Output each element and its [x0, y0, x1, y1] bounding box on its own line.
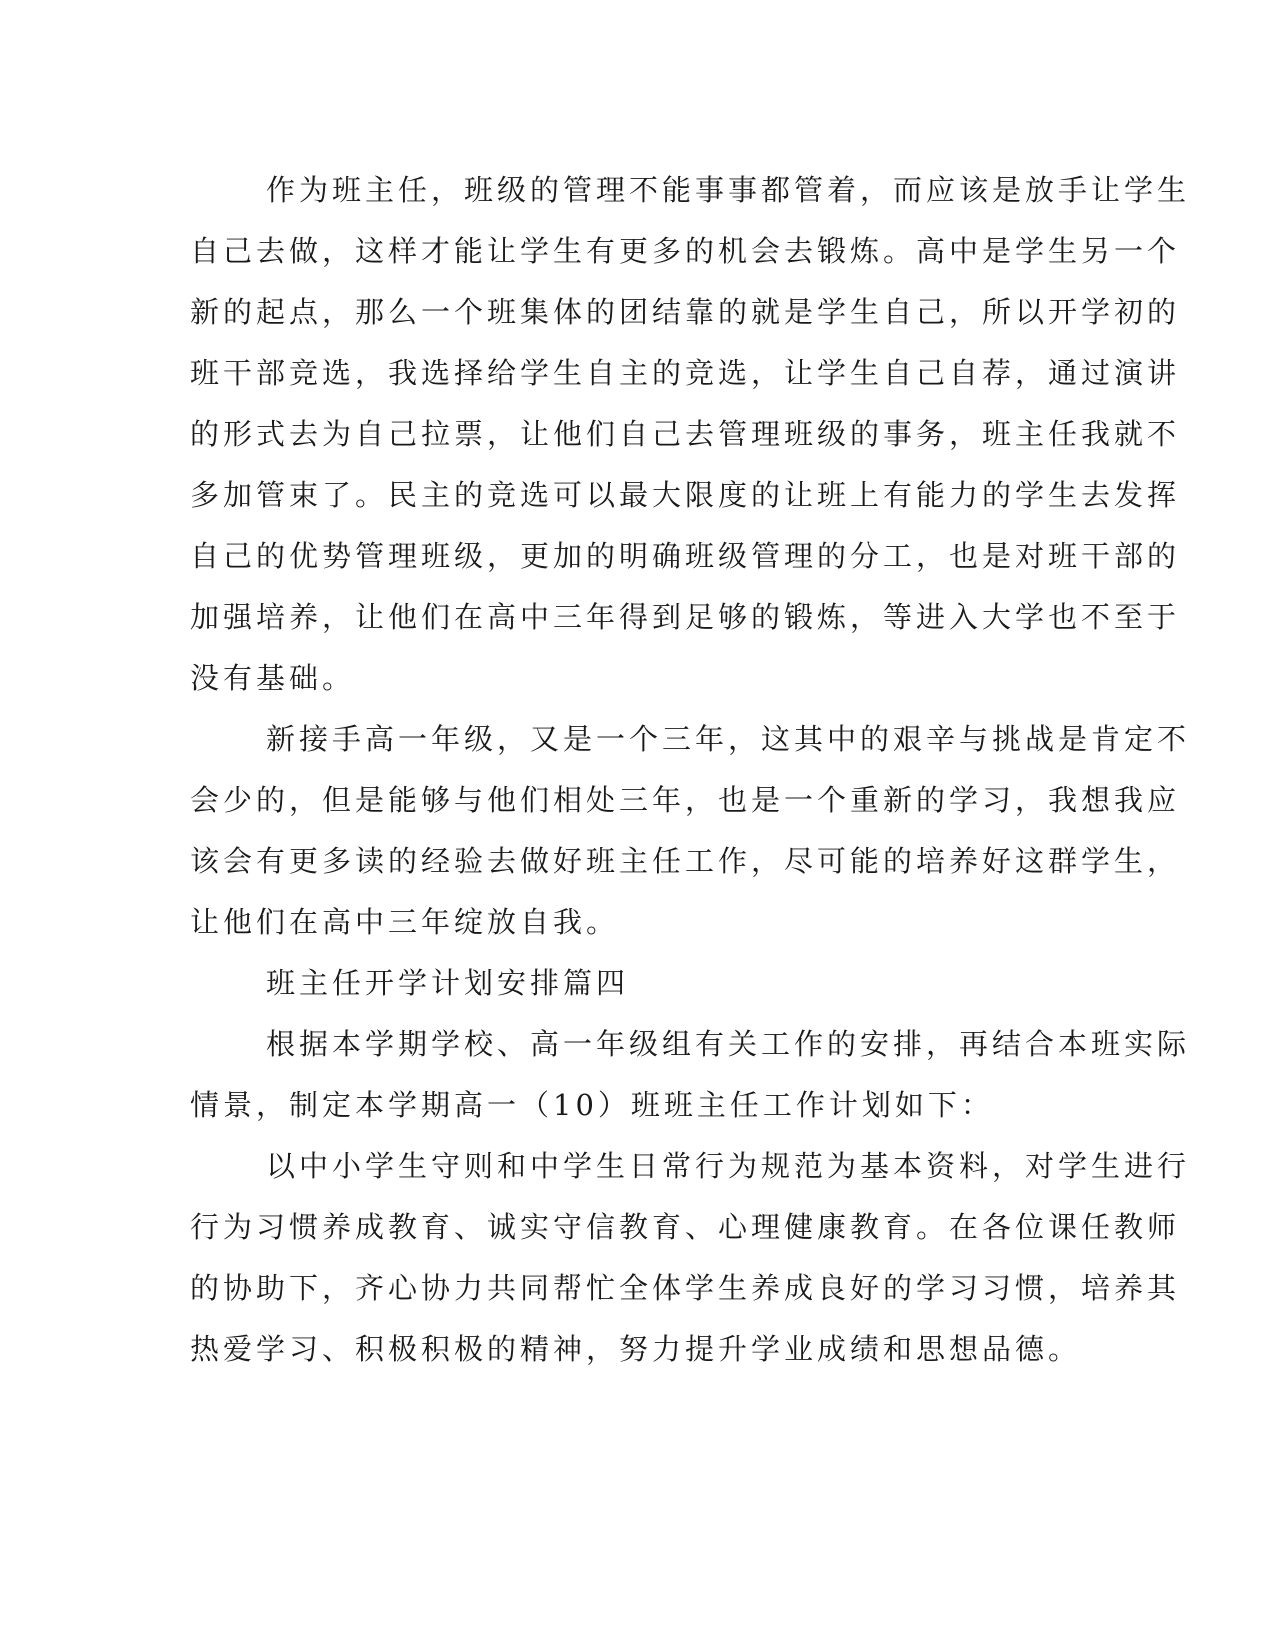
- paragraph: [190, 1014, 1191, 1136]
- text-line: 没有基础。: [190, 661, 356, 695]
- text-line: 根据本学期学校、高一年级组有关工作的安排，再结合本班实际: [266, 1027, 1191, 1061]
- text-line: 自己的优势管理班级，更加的明确班级管理的分工，也是对班干部的: [190, 539, 1181, 573]
- text-line: 情景，制定本学期高一（10）班班主任工作计划如下：: [190, 1088, 994, 1122]
- text-line: 以中小学生守则和中学生日常行为规范为基本资料，对学生进行: [266, 1149, 1191, 1183]
- text-line: 新的起点，那么一个班集体的团结靠的就是学生自己，所以开学初的: [190, 295, 1181, 329]
- text-line: 班干部竞选，我选择给学生自主的竞选，让学生自己自荐，通过演讲: [190, 356, 1181, 390]
- paragraph: [190, 953, 1080, 1014]
- text-line: 让他们在高中三年绽放自我。: [190, 905, 620, 939]
- text-line: 自己去做，这样才能让学生有更多的机会去锻炼。高中是学生另一个: [190, 234, 1181, 268]
- text-line: 加强培养，让他们在高中三年得到足够的锻炼，等进入大学也不至于: [190, 600, 1181, 634]
- text-line: 的形式去为自己拉票，让他们自己去管理班级的事务，班主任我就不: [190, 417, 1181, 451]
- text-line: 的协助下，齐心协力共同帮忙全体学生养成良好的学习习惯，培养其: [190, 1271, 1181, 1305]
- text-line: 会少的，但是能够与他们相处三年，也是一个重新的学习，我想我应: [190, 783, 1181, 817]
- text-line: 行为习惯养成教育、诚实守信教育、心理健康教育。在各位课任教师: [190, 1210, 1181, 1244]
- text-line: 班主任开学计划安排篇四: [266, 966, 630, 1000]
- text-line: 多加管束了。民主的竞选可以最大限度的让班上有能力的学生去发挥: [190, 478, 1181, 512]
- paragraph: [190, 1136, 1191, 1380]
- text-line: 新接手高一年级，又是一个三年，这其中的艰辛与挑战是肯定不: [266, 722, 1191, 756]
- text-line: 作为班主任，班级的管理不能事事都管着，而应该是放手让学生: [266, 173, 1191, 207]
- paragraph: [190, 160, 1191, 709]
- text-line: 热爱学习、积极积极的精神，努力提升学业成绩和思想品德。: [190, 1332, 1082, 1366]
- text-line: 该会有更多读的经验去做好班主任工作，尽可能的培养好这群学生，: [190, 844, 1181, 878]
- body-text: [190, 160, 1191, 1380]
- paragraph: [190, 709, 1191, 953]
